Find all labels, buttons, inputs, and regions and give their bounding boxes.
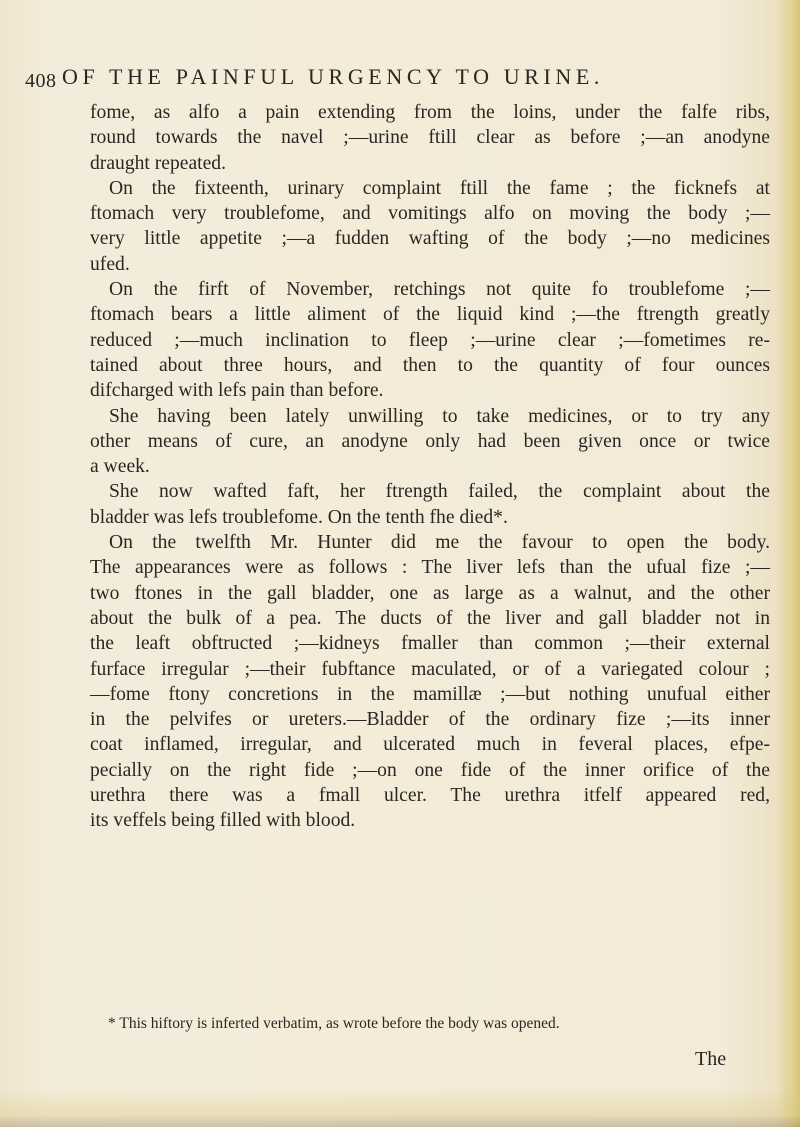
text-line: She having been lately unwilling to take medicines, or to try any	[109, 405, 770, 427]
text-line: tained about three hours, and then to the quantity of four ounces	[90, 354, 770, 376]
text-line: On the twelfth Mr. Hunter did me the favour to open the body.	[109, 532, 770, 554]
text-line: in the pelvifes or ureters.—Bladder of the ordinary fize ;—its inner	[90, 709, 770, 731]
text-line: reduced ;—much inclination to fleep ;—urine clear ;—fometimes re-	[90, 329, 770, 351]
text-line: very little appetite ;—a fudden wafting of the body ;—no medicines	[90, 228, 770, 250]
page-bottom-shading	[0, 1087, 800, 1127]
text-line: a week.	[90, 456, 150, 478]
running-head: OF THE PAINFUL URGENCY TO URINE.	[62, 64, 605, 89]
text-line: ftomach very troublefome, and vomitings alfo on moving the body ;—	[90, 203, 770, 225]
text-line: its veffels being filled with blood.	[90, 810, 356, 832]
text-line: She now wafted faft, her ftrength failed, the complaint about the	[109, 481, 770, 503]
text-line: urethra there was a fmall ulcer. The urethra itfelf appeared red,	[90, 785, 770, 807]
text-line: On the firft of November, retchings not quite fo troublefome ;—	[109, 279, 770, 301]
footnote: * This hiftory is inferted verbatim, as wrote before the body was opened.	[108, 1015, 560, 1032]
catchword: The	[695, 1048, 727, 1070]
text-line: The appearances were as follows : The liver lefs than the ufual fize ;—	[90, 557, 770, 579]
text-line: On the fixteenth, urinary complaint ftill the fame ; the ficknefs at	[109, 177, 770, 199]
text-line: draught repeated.	[90, 152, 226, 174]
text-line: pecially on the right fide ;—on one fide of the inner orifice of the	[90, 759, 770, 781]
text-line: —fome ftony concretions in the mamillæ ;—but nothing unufual either	[90, 683, 770, 705]
text-line: bladder was lefs troublefome. On the tenth fhe died*.	[90, 506, 508, 528]
text-line: coat inflamed, irregular, and ulcerated much in feveral places, efpe-	[90, 734, 770, 756]
text-line: two ftones in the gall bladder, one as large as a walnut, and the other	[90, 582, 770, 604]
text-line: about the bulk of a pea. The ducts of the liver and gall bladder not in	[90, 607, 770, 629]
text-line: difcharged with lefs pain than before.	[90, 380, 384, 402]
text-line: other means of cure, an anodyne only had been given once or twice	[90, 430, 770, 452]
text-line: ftomach bears a little aliment of the liquid kind ;—the ftrength greatly	[90, 304, 770, 326]
text-line: furface irregular ;—their fubftance maculated, or of a variegated colour ;	[90, 658, 770, 680]
text-line: round towards the navel ;—urine ftill clear as before ;—an anodyne	[90, 127, 770, 149]
page-number: 408	[25, 70, 57, 92]
page-edge-shading	[778, 0, 800, 1127]
text-line: fome, as alfo a pain extending from the loins, under the falfe ribs,	[90, 102, 770, 123]
body-text	[90, 100, 770, 834]
text-line: the leaft obftructed ;—kidneys fmaller than common ;—their external	[90, 633, 770, 655]
text-line: ufed.	[90, 253, 130, 275]
